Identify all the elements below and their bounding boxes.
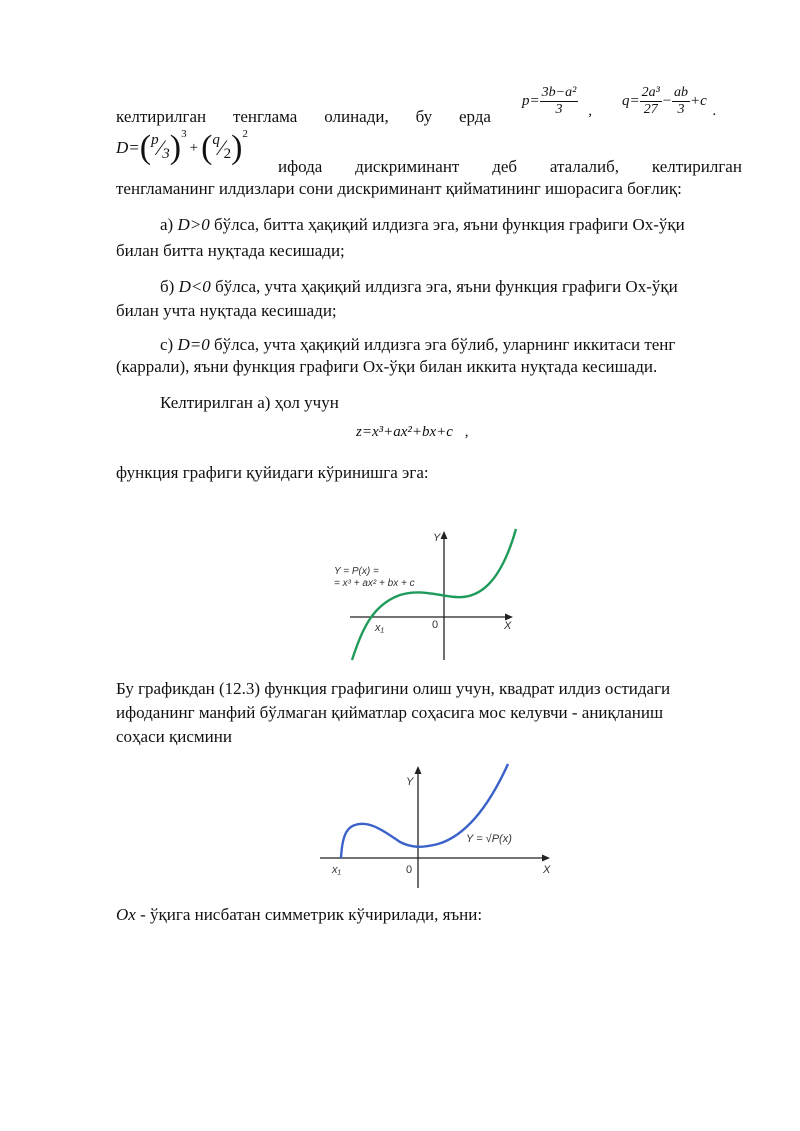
origin-label: 0 <box>406 864 413 876</box>
q-fraction-1: $\frac{\text{2a³}}{27}$ <box>641 84 660 117</box>
x-axis-arrow <box>542 855 550 862</box>
function-eq-line-1: Y = P(x) = <box>334 566 379 577</box>
cubic-curve <box>352 529 516 660</box>
x-axis-label: X <box>543 864 551 876</box>
paragraph-line-2: ифода дискриминант деб аталалиб, келтирилган <box>278 157 742 176</box>
paragraph-after-3: соҳаси қисмини <box>116 727 232 746</box>
case-b-line-2: билан учта нуқтада кесишади; <box>116 301 337 320</box>
paragraph-last: Ox - ўқига нисбатан симметрик кўчирилади, яъни: <box>116 905 483 924</box>
function-eq: Y = √P(x) <box>466 833 512 845</box>
ox-symbol: Ox <box>116 905 136 924</box>
paragraph-after-2: ифоданинг манфий бўлмаган қийматлар соҳасига мос келувчи - аниқланиш <box>116 703 664 722</box>
y-axis-arrow <box>441 531 448 539</box>
case-a-line-1: а) D>0 бўлса, битта ҳақиқий илдизга эга, яъни функция графиги Ох-ўқи <box>160 215 685 234</box>
q-fraction-2: $\frac{ab}{3}$ <box>673 84 688 117</box>
y-axis-arrow <box>415 766 422 774</box>
function-eq-line-2: = x³ + ax² + bx + c <box>334 578 415 589</box>
case-a-intro: Келтирилган а) ҳол учун <box>160 393 339 412</box>
case-c-line-2: (каррали), яъни функция графиги Ох-ўқи билан иккита нуқтада кесишади. <box>116 357 658 376</box>
paragraph-line-1: келтирилган тенглама олинади, бу ерда <box>116 107 491 126</box>
formula-p: p = $\frac{\text{3b−a²}}{3}$ , <box>522 84 593 119</box>
case-b-line-1: б) D<0 бўлса, учта ҳақиқий илдизга эга, яъни функция графиги Ох-ўқи <box>160 277 678 296</box>
x-axis-label: X <box>504 620 512 632</box>
formula-z: z=x³+ax²+bx+c , <box>356 424 469 440</box>
paragraph-line-3: тенгламанинг илдизлари сони дискриминант қийматининг ишорасига боғлиқ: <box>116 179 682 198</box>
paragraph-after-1: Бу графикдан (12.3) функция графигини олиш учун, квадрат илдиз остидаги <box>116 679 671 698</box>
graph-cubic <box>320 525 520 663</box>
case-a-line-2: билан битта нуқтада кесишади; <box>116 241 345 260</box>
formula-D: D = ( p ⁄ 3 ) 3 + ( q ⁄ 2 ) 2 <box>116 128 248 166</box>
y-axis-label: Y <box>406 776 414 788</box>
root-label: x₁ <box>332 864 341 876</box>
y-axis-label: Y <box>433 532 441 544</box>
graph-intro: функция графиги қуйидаги кўринишга эга: <box>116 463 429 482</box>
origin-label: 0 <box>432 619 439 631</box>
root-label: x₁ <box>375 622 384 634</box>
case-c-line-1: с) D=0 бўлса, учта ҳақиқий илдизга эга бўлиб, уларнинг иккитаси тенг <box>160 335 676 354</box>
p-fraction: $\frac{\text{3b−a²}}{3}$ <box>541 84 577 117</box>
formula-q: q = $\frac{\text{2a³}}{27}$ − $\frac{ab}{3}$ +c . <box>622 84 717 119</box>
graph-sqrt <box>320 760 555 890</box>
